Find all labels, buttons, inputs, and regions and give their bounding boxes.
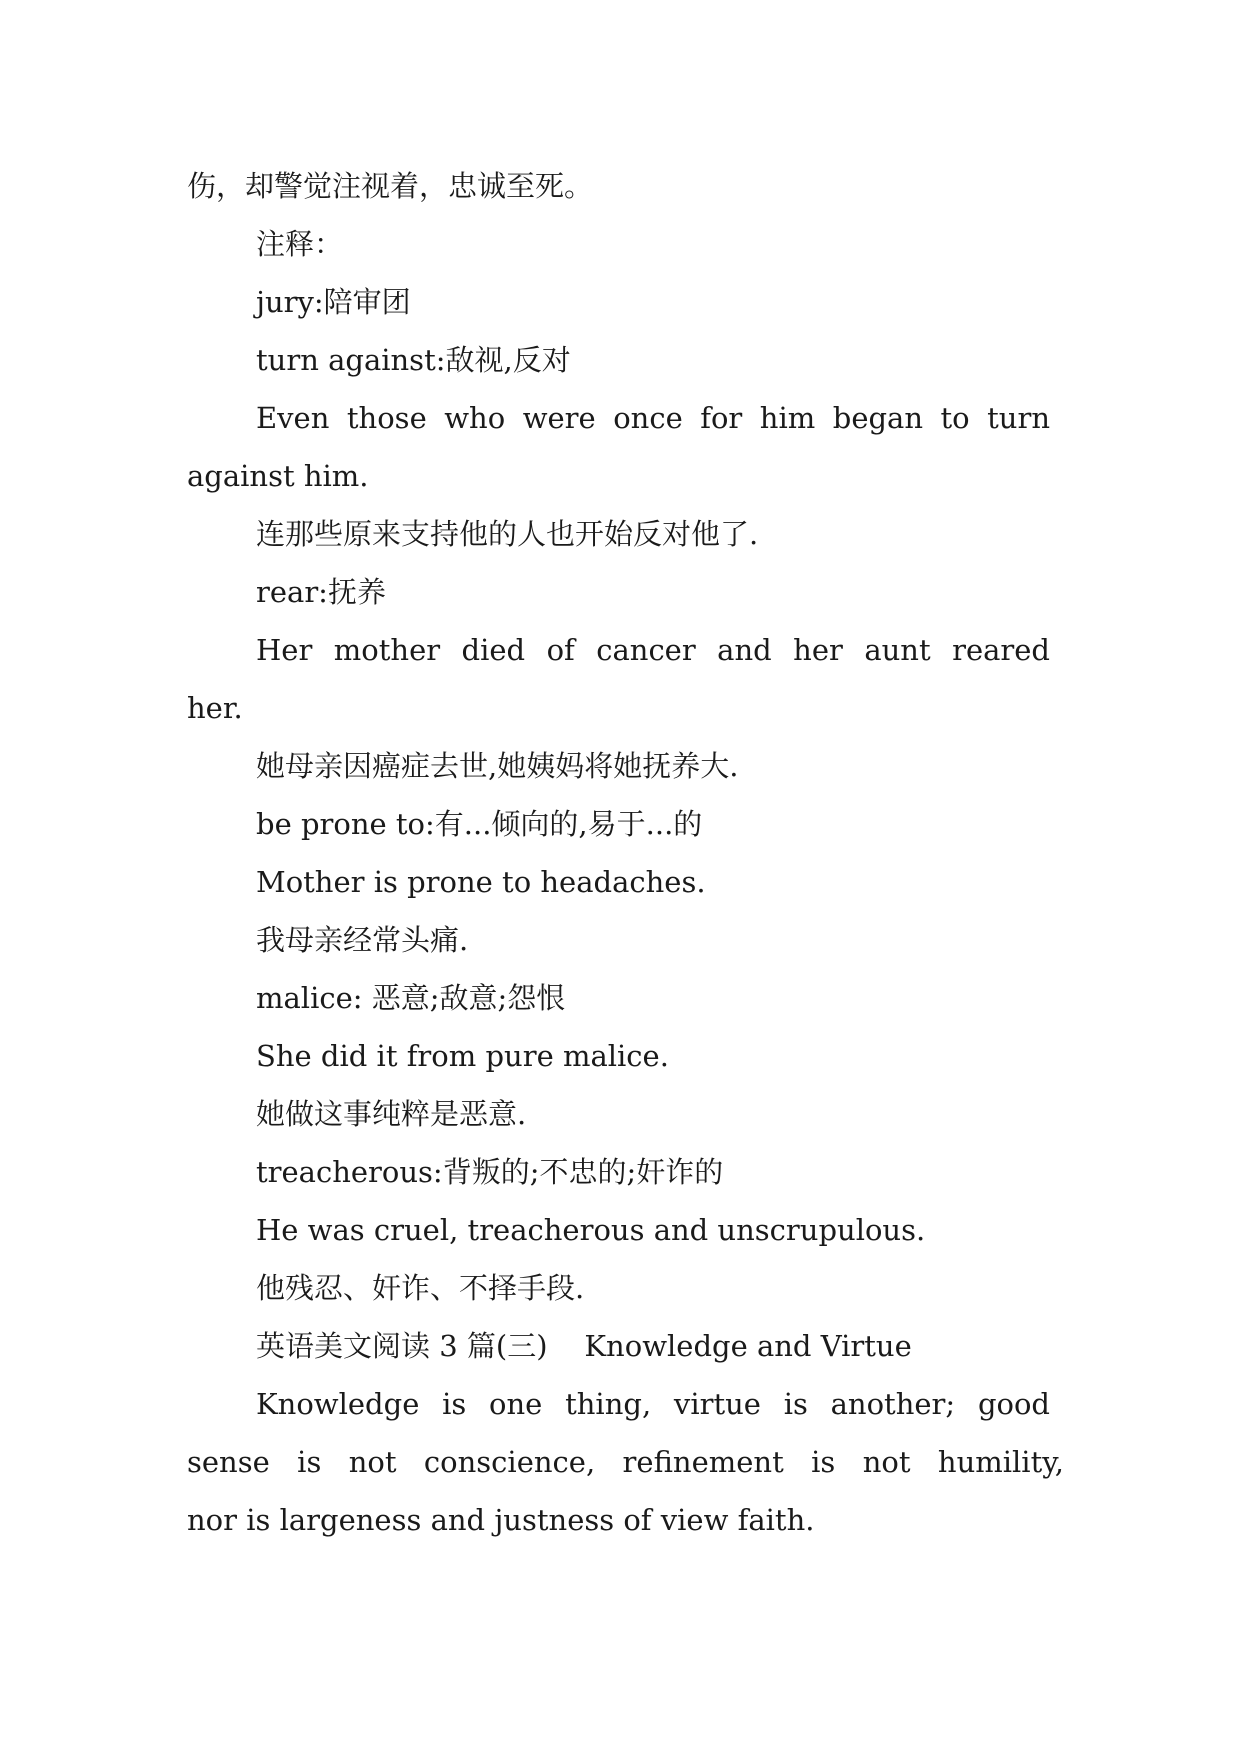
text-line: He was cruel, treacherous and unscrupulous. xyxy=(256,1213,926,1247)
text-line: Her mother died of cancer and her aunt reared xyxy=(256,633,1050,667)
text-line: malice: 恶意;敌意;怨恨 xyxy=(256,981,566,1015)
text-line: against him. xyxy=(187,459,369,493)
text-line: Mother is prone to headaches. xyxy=(256,865,706,899)
text-line: 我母亲经常头痛. xyxy=(256,923,469,957)
section-heading: 英语美文阅读 3 篇(三) Knowledge and Virtue xyxy=(256,1329,912,1363)
text-line: turn against:敌视,反对 xyxy=(256,343,571,377)
text-line: rear:抚养 xyxy=(256,575,386,609)
text-line: nor is largeness and justness of view faith. xyxy=(187,1503,815,1537)
text-line: Even those who were once for him began to turn xyxy=(256,401,1050,435)
text-line: 他残忍、奸诈、不择手段. xyxy=(256,1271,585,1305)
text-line: sense is not conscience, refinement is not humility, xyxy=(187,1445,1064,1479)
text-line: She did it from pure malice. xyxy=(256,1039,669,1073)
text-line: 注释： xyxy=(256,227,344,261)
text-line: her. xyxy=(187,691,243,725)
text-line: 她母亲因癌症去世,她姨妈将她抚养大. xyxy=(256,749,739,783)
text-line: 连那些原来支持他的人也开始反对他了. xyxy=(256,517,759,551)
text-line: jury:陪审团 xyxy=(256,285,411,319)
text-line: 她做这事纯粹是恶意. xyxy=(256,1097,527,1131)
text-line: Knowledge is one thing, virtue is another; good xyxy=(256,1387,1050,1421)
text-line: be prone to:有...倾向的,易于...的 xyxy=(256,807,703,841)
text-line: 伤，却警觉注视着，忠诚至死。 xyxy=(187,169,594,203)
text-line: treacherous:背叛的;不忠的;奸诈的 xyxy=(256,1155,724,1189)
